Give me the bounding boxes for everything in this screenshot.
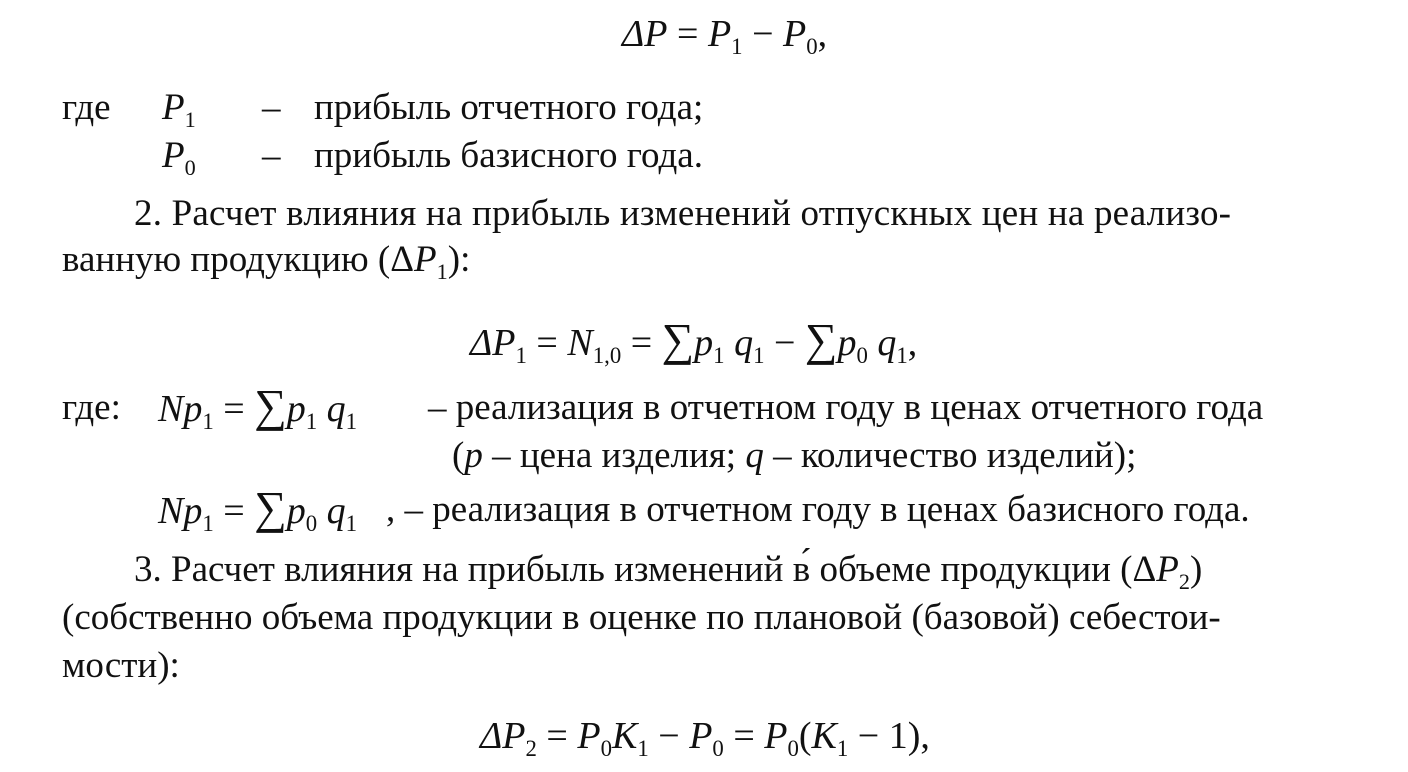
- var-p: p: [837, 322, 857, 364]
- var-np: Np: [158, 490, 203, 532]
- minus-sign: −: [752, 13, 774, 55]
- paragraph-text: – количество изделий);: [763, 435, 1137, 476]
- subscript: 1: [345, 510, 358, 536]
- subscript: 0: [600, 735, 612, 761]
- where-row-p0: [162, 134, 196, 178]
- where-2-row-3-text: , – реализация в отчетном году в ценах базисного года.: [386, 489, 1250, 530]
- subscript: 1: [896, 342, 908, 368]
- subscript: 2: [1178, 568, 1190, 594]
- var-p: P: [689, 715, 713, 757]
- paragraph-text: ):: [447, 239, 471, 280]
- var-p: p: [286, 490, 306, 532]
- var-p: P: [1156, 549, 1179, 590]
- var-q: q: [745, 435, 764, 476]
- subscript: 1: [184, 106, 196, 132]
- where-row-p1: [162, 86, 196, 130]
- var-p: p: [286, 388, 306, 430]
- var-p: p: [694, 322, 714, 364]
- number: 1: [888, 715, 908, 757]
- paren: ),: [907, 715, 930, 757]
- var-p: p: [464, 435, 483, 476]
- sum-symbol: ∑: [804, 314, 838, 365]
- var-p: P: [414, 239, 437, 280]
- subscript: 1: [202, 510, 214, 536]
- paragraph-2-line-2: [62, 238, 470, 282]
- equals-sign: =: [677, 13, 699, 55]
- where-2-row-2: [452, 434, 1136, 478]
- var-p: P: [577, 715, 601, 757]
- formula-profit-change: [622, 12, 828, 59]
- paragraph-2-line-1: 2. Расчет влияния на прибыль изменений отпускных цен на реализо-: [134, 193, 1232, 234]
- equals-sign: =: [223, 388, 245, 430]
- subscript: 0: [712, 735, 724, 761]
- var-k: K: [811, 715, 837, 757]
- where-2-row-3: [158, 482, 358, 536]
- var-q: q: [877, 322, 897, 364]
- comma: ,: [817, 13, 828, 55]
- where-label: где:: [62, 387, 121, 428]
- subscript: 1: [836, 735, 849, 761]
- sum-symbol: ∑: [254, 482, 287, 533]
- subscript: 1: [637, 735, 649, 761]
- where-2-row-1-text: – реализация в отчетном году в ценах отчетного года: [428, 387, 1264, 428]
- var-n: N: [567, 322, 593, 364]
- var-p: P: [764, 715, 788, 757]
- subscript: 1: [202, 408, 214, 434]
- subscript: 1: [345, 408, 358, 434]
- equals-sign: =: [546, 715, 568, 757]
- subscript: 1: [515, 342, 527, 368]
- subscript: 1: [436, 258, 448, 284]
- var-p: P: [162, 135, 185, 176]
- formula-lhs: ΔP: [480, 715, 526, 757]
- minus-sign: −: [857, 715, 880, 757]
- subscript: 0: [184, 154, 196, 180]
- equals-sign: =: [223, 490, 245, 532]
- paren: (: [798, 715, 812, 757]
- var-np: Np: [158, 388, 203, 430]
- subscript: 1: [731, 33, 743, 59]
- subscript: 1: [753, 342, 765, 368]
- subscript: 1: [713, 342, 725, 368]
- formula-volume-effect: [480, 714, 930, 761]
- where-text-p0: прибыль базисного года.: [314, 135, 703, 176]
- subscript: 0: [305, 510, 318, 536]
- paragraph-text: 3. Расчет влияния на прибыль изменений в́ объеме продукции (Δ: [134, 549, 1157, 590]
- var-q: q: [326, 388, 346, 430]
- var-p: P: [783, 13, 807, 55]
- var-p: P: [707, 13, 732, 55]
- var-p: P: [162, 87, 185, 128]
- paragraph-3-line-3: мости):: [62, 645, 180, 686]
- paragraph-text: ванную продукцию (Δ: [62, 239, 415, 280]
- var-q: q: [326, 490, 346, 532]
- equals-sign: =: [733, 715, 755, 757]
- equals-sign: =: [536, 322, 558, 364]
- paragraph-3-line-2: (собственно объема продукции в оценке по плановой (базовой) себестои-: [62, 597, 1221, 638]
- subscript: 1,0: [592, 342, 622, 368]
- where-2-row-1: [158, 380, 358, 434]
- paragraph-3-line-1: [134, 548, 1202, 592]
- minus-sign: −: [658, 715, 680, 757]
- sum-symbol: ∑: [661, 314, 695, 365]
- subscript: 0: [787, 735, 799, 761]
- equals-sign: =: [630, 322, 653, 364]
- comma: ,: [907, 322, 918, 364]
- subscript: 0: [856, 342, 868, 368]
- where-dash: –: [262, 135, 281, 176]
- var-q: q: [734, 322, 754, 364]
- subscript: 0: [806, 33, 818, 59]
- subscript: 1: [305, 408, 318, 434]
- where-dash: –: [262, 87, 281, 128]
- formula-lhs: ΔP: [470, 322, 516, 364]
- sum-symbol: ∑: [254, 380, 287, 431]
- formula-price-effect: [470, 314, 918, 368]
- paragraph-text: (: [452, 435, 465, 476]
- paragraph-text: ): [1190, 549, 1203, 590]
- formula-lhs: ΔP: [622, 13, 668, 55]
- where-text-p1: прибыль отчетного года;: [314, 87, 704, 128]
- subscript: 2: [525, 735, 537, 761]
- paragraph-text: – цена изделия;: [482, 435, 746, 476]
- minus-sign: −: [773, 322, 796, 364]
- where-label: где: [62, 87, 111, 128]
- var-k: K: [611, 715, 638, 757]
